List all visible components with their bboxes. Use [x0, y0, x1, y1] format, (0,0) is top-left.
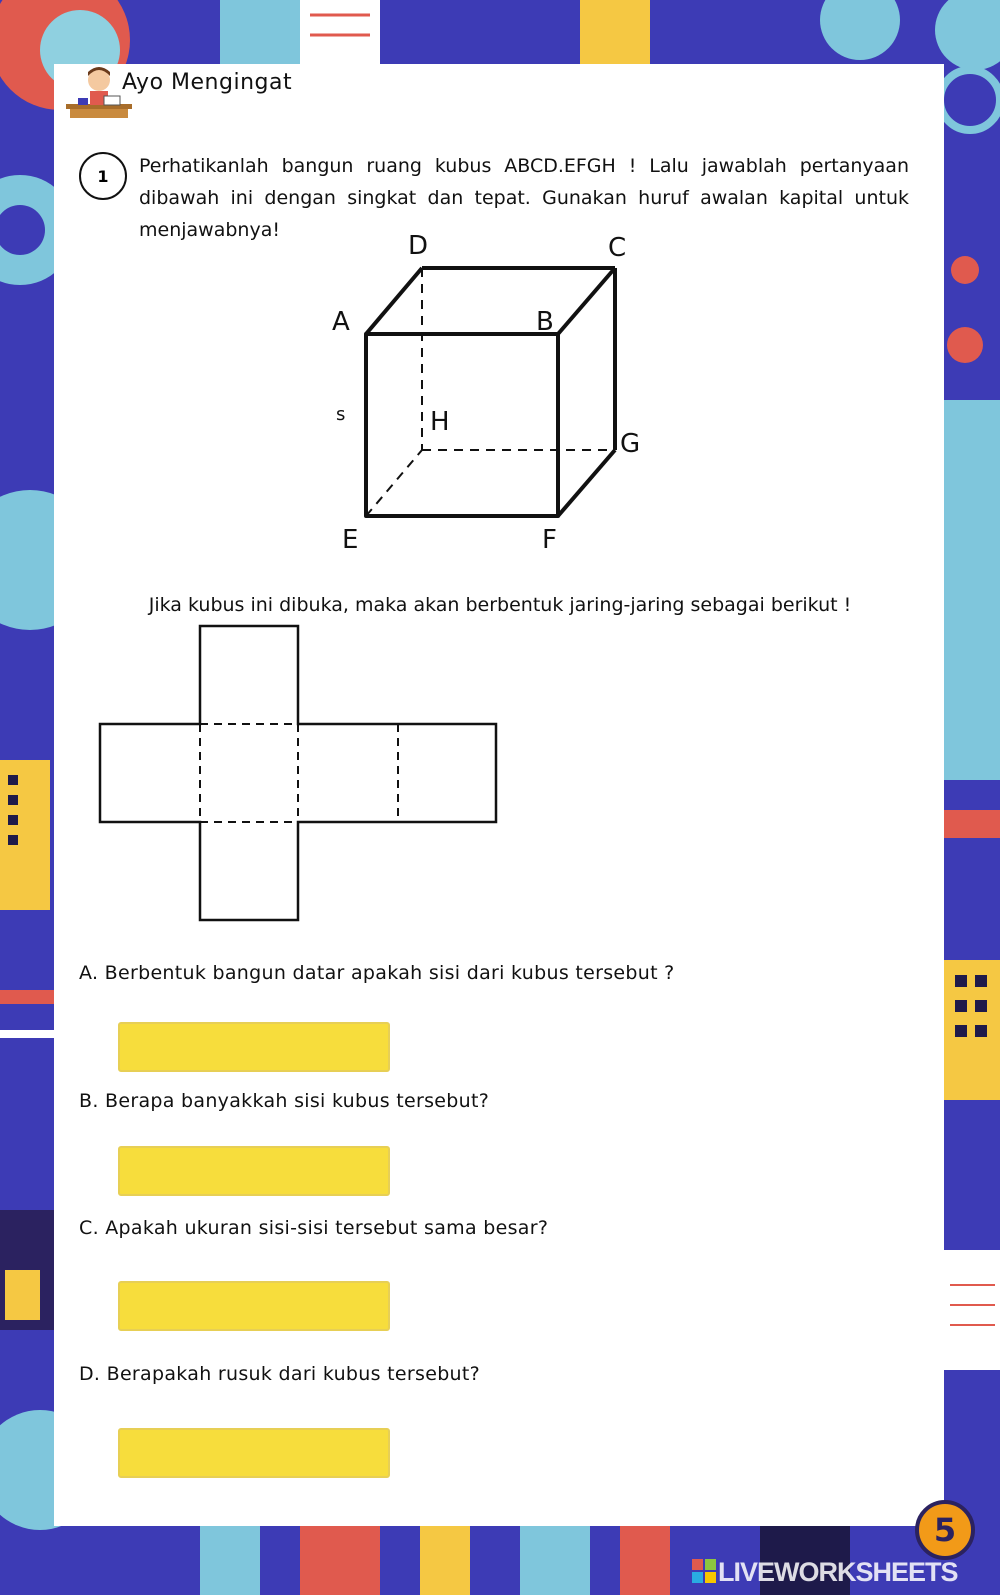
cube-edge-BC: [558, 268, 615, 334]
cube-edge-FG: [558, 450, 615, 516]
answer-c-input[interactable]: [118, 1281, 390, 1331]
cube-hidden-edge-EH: [366, 450, 422, 516]
answer-d-input[interactable]: [118, 1428, 390, 1478]
question-d-label: D. Berapakah rusuk dari kubus tersebut?: [79, 1363, 481, 1385]
instruction-text: Perhatikanlah bangun ruang kubus ABCD.EFGH ! Lalu jawablah pertanyaan dibawah ini dengan singkat dan tepat. Gunakan huruf awalan kapital untuk menjawabnya!: [139, 155, 909, 241]
answer-a-input[interactable]: [118, 1022, 390, 1072]
cube-label-F: F: [542, 525, 557, 555]
net-caption: Jika kubus ini dibuka, maka akan berbentuk jaring-jaring sebagai berikut !: [148, 594, 852, 616]
section-title: Ayo Mengingat: [122, 70, 293, 95]
cube-front-face: [366, 334, 558, 516]
cube-label-E: E: [342, 525, 359, 555]
cube-label-G: G: [620, 429, 641, 459]
cube-label-C: C: [608, 233, 627, 263]
cube-label-A: A: [332, 307, 350, 337]
page-number-badge: 5: [915, 1500, 975, 1560]
question-a-label: A. Berbentuk bangun datar apakah sisi dari kubus tersebut ?: [79, 962, 675, 984]
cube-diagram: [320, 230, 680, 570]
cube-label-B: B: [536, 307, 554, 337]
question-b-label: B. Berapa banyakkah sisi kubus tersebut?: [79, 1090, 490, 1112]
brand-watermark: LIVEWORKSHEETS: [718, 1557, 958, 1587]
answer-b-input[interactable]: [118, 1146, 390, 1196]
cube-net-diagram: [98, 624, 502, 928]
cube-label-side: s: [336, 404, 346, 425]
cube-label-D: D: [408, 231, 429, 261]
question-c-label: C. Apakah ukuran sisi-sisi tersebut sama besar?: [79, 1217, 549, 1239]
cube-edge-AD: [366, 268, 422, 334]
question-number-badge: 1: [79, 152, 127, 200]
cube-label-H: H: [430, 407, 450, 437]
